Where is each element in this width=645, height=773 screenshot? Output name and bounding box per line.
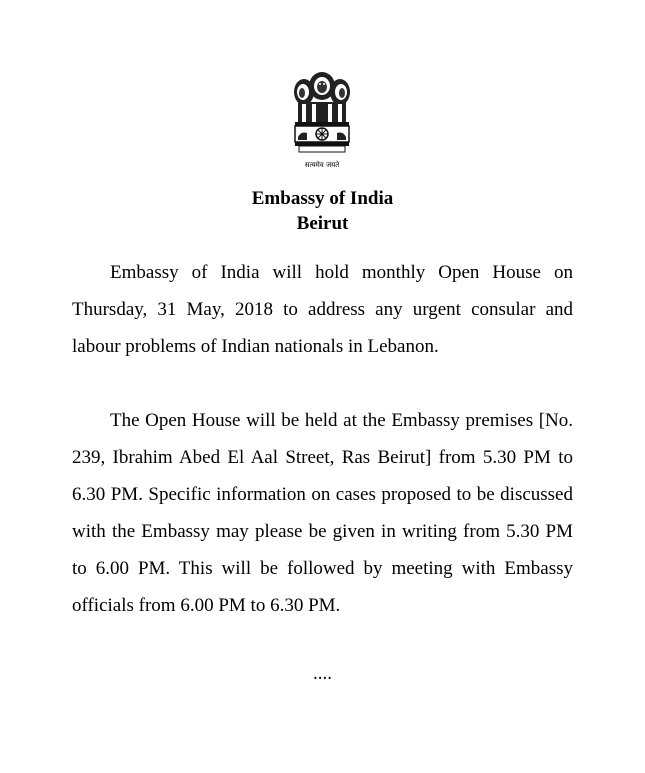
emblem-motto: सत्यमेव जयते [304, 161, 340, 169]
embassy-title: Embassy of India [251, 188, 394, 209]
lion-capital-icon [289, 66, 355, 162]
document-end-mark: .... [313, 663, 332, 684]
details-paragraph: The Open House will be held at the Embassy premises [No. 239, Ibrahim Abed El Aal Street, Ras Beirut] from 5.30 PM to 6.30 PM. Specific information on cases proposed to be discussed with the Embassy may please be given in writing from 5.30 PM to 6.00 PM. This will be followed by meeting with Embassy officials from 6.00 PM to 6.30 PM. [72, 410, 573, 616]
announcement-paragraph: Embassy of India will hold monthly Open House on Thursday, 31 May, 2018 to address any urgent consular and labour problems of Indian nationals in Lebanon. [72, 262, 573, 357]
embassy-city: Beirut [296, 213, 349, 234]
